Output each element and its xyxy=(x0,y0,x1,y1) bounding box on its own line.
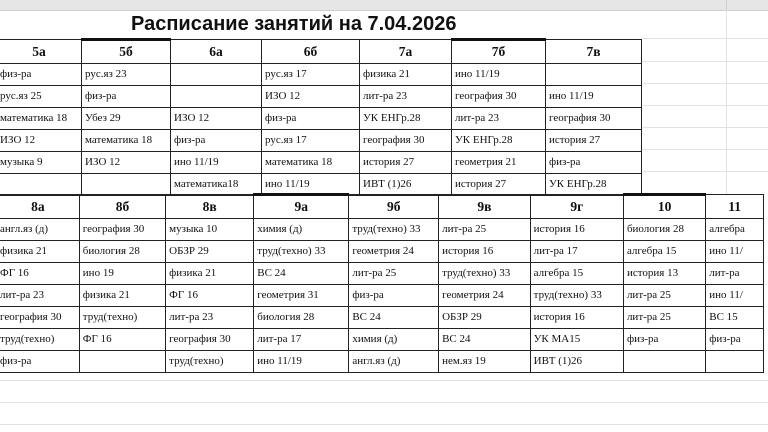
lesson-cell: физ-ра xyxy=(262,108,360,130)
lesson-cell: ИВТ (1)26 xyxy=(360,174,452,196)
lesson-cell: Убез 29 xyxy=(82,108,171,130)
class-header-8v: 8в xyxy=(166,195,254,219)
sheet-gridline xyxy=(0,424,768,425)
lesson-cell: химия (д) xyxy=(349,329,439,351)
lesson-cell: математика 18 xyxy=(82,130,171,152)
lesson-cell: физика 21 xyxy=(166,263,254,285)
lesson-cell: лит-ра 23 xyxy=(360,86,452,108)
lesson-cell: УК ЕНГр.28 xyxy=(546,174,642,196)
lesson-cell: лит-ра xyxy=(706,263,764,285)
schedule-title xyxy=(0,10,768,38)
lesson-cell: ВС 24 xyxy=(349,307,439,329)
lesson-cell: ИЗО 12 xyxy=(262,86,360,108)
lesson-cell xyxy=(546,64,642,86)
lesson-cell: алгебра 15 xyxy=(623,241,705,263)
lesson-cell: труд(техно) 33 xyxy=(439,263,531,285)
lesson-cell: труд(техно) xyxy=(166,351,254,373)
lesson-cell xyxy=(171,64,262,86)
lesson-cell: лит-ра 25 xyxy=(349,263,439,285)
lesson-cell: география 30 xyxy=(79,219,165,241)
lesson-cell: алгебра 15 xyxy=(530,263,623,285)
sheet-gridline xyxy=(643,171,768,172)
class-header-row xyxy=(0,195,764,219)
lesson-cell: история 16 xyxy=(530,307,623,329)
lesson-cell: УК ЕНГр.28 xyxy=(452,130,546,152)
lesson-cell: лит-ра 23 xyxy=(166,307,254,329)
lesson-cell: ВС 24 xyxy=(254,263,349,285)
sheet-gridline xyxy=(0,380,768,381)
lesson-cell: труд(техно) 33 xyxy=(349,219,439,241)
lesson-cell: физ-ра xyxy=(546,152,642,174)
lesson-cell: ИВТ (1)26 xyxy=(530,351,623,373)
lesson-cell: ино 19 xyxy=(79,263,165,285)
lesson-cell xyxy=(79,351,165,373)
lesson-cell xyxy=(623,351,705,373)
lesson-cell: ВС 24 xyxy=(439,329,531,351)
lesson-row-4 xyxy=(0,130,642,152)
lesson-cell: ИЗО 12 xyxy=(82,152,171,174)
lesson-cell: история 27 xyxy=(452,174,546,196)
lesson-cell: история 27 xyxy=(546,130,642,152)
lesson-cell: ОБЗР 29 xyxy=(166,241,254,263)
lesson-row-4 xyxy=(0,285,764,307)
schedule-title-text: Расписание занятий на 7.04.2026 xyxy=(131,13,457,35)
lesson-cell: лит-ра 23 xyxy=(452,108,546,130)
lesson-cell: ИЗО 12 xyxy=(171,108,262,130)
lesson-cell: лит-ра 25 xyxy=(623,285,705,307)
lesson-cell: ино 11/19 xyxy=(171,152,262,174)
lesson-cell: лит-ра 17 xyxy=(254,329,349,351)
lesson-cell: рус.яз 25 xyxy=(0,86,82,108)
lesson-cell: геометрия 24 xyxy=(439,285,531,307)
sheet-gridline xyxy=(643,127,768,128)
class-header-6b: 6б xyxy=(262,40,360,64)
lesson-cell: ино 11/19 xyxy=(262,174,360,196)
lesson-cell: рус.яз 23 xyxy=(82,64,171,86)
lesson-cell: музыка 9 xyxy=(0,152,82,174)
class-header-9v: 9в xyxy=(439,195,531,219)
lesson-cell: геометрия 31 xyxy=(254,285,349,307)
lesson-cell: история 27 xyxy=(360,152,452,174)
lesson-cell: история 16 xyxy=(530,219,623,241)
lesson-row-1 xyxy=(0,64,642,86)
lesson-row-7 xyxy=(0,351,764,373)
lesson-cell: история 16 xyxy=(439,241,531,263)
lesson-cell: математика18 xyxy=(171,174,262,196)
lesson-cell: ино 11/19 xyxy=(546,86,642,108)
lesson-cell: география 30 xyxy=(360,130,452,152)
lesson-cell: география 30 xyxy=(0,307,79,329)
lesson-cell xyxy=(706,351,764,373)
lesson-cell: лит-ра 17 xyxy=(530,241,623,263)
lesson-cell: математика 18 xyxy=(0,108,82,130)
lesson-cell: рус.яз 17 xyxy=(262,130,360,152)
lesson-cell: ино 11/ xyxy=(706,241,764,263)
lesson-cell: ФГ 16 xyxy=(79,329,165,351)
lesson-cell: ино 11/19 xyxy=(254,351,349,373)
lesson-cell xyxy=(171,86,262,108)
lesson-cell: физ-ра xyxy=(349,285,439,307)
lesson-cell: физ-ра xyxy=(82,86,171,108)
lesson-cell: физ-ра xyxy=(0,64,82,86)
lesson-cell: биология 28 xyxy=(79,241,165,263)
class-header-8a: 8а xyxy=(0,195,79,219)
lesson-cell: геометрия 24 xyxy=(349,241,439,263)
lesson-cell: биология 28 xyxy=(254,307,349,329)
lesson-cell: география 30 xyxy=(452,86,546,108)
lesson-row-3 xyxy=(0,263,764,285)
lesson-cell: труд(техно) 33 xyxy=(254,241,349,263)
lesson-cell: УК ЕНГр.28 xyxy=(360,108,452,130)
lesson-cell: география 30 xyxy=(166,329,254,351)
lesson-cell: ИЗО 12 xyxy=(0,130,82,152)
class-header-7v: 7в xyxy=(546,40,642,64)
lesson-cell: алгебра xyxy=(706,219,764,241)
lesson-cell: лит-ра 25 xyxy=(623,307,705,329)
class-header-8b: 8б xyxy=(79,195,165,219)
lesson-cell: труд(техно) xyxy=(0,329,79,351)
class-header-10: 10 xyxy=(623,195,705,219)
lesson-cell: лит-ра 23 xyxy=(0,285,79,307)
lesson-row-2 xyxy=(0,241,764,263)
class-header-5a: 5а xyxy=(0,40,82,64)
lesson-cell: музыка 10 xyxy=(166,219,254,241)
lesson-cell: ФГ 16 xyxy=(0,263,79,285)
class-header-7a: 7а xyxy=(360,40,452,64)
sheet-gridline xyxy=(643,149,768,150)
lesson-cell: нем.яз 19 xyxy=(439,351,531,373)
lesson-cell: физ-ра xyxy=(0,351,79,373)
sheet-gridline xyxy=(643,61,768,62)
lesson-cell: биология 28 xyxy=(623,219,705,241)
sheet-gridline xyxy=(643,38,768,39)
lesson-cell: труд(техно) xyxy=(79,307,165,329)
lesson-cell: труд(техно) 33 xyxy=(530,285,623,307)
lesson-cell: англ.яз (д) xyxy=(0,219,79,241)
lesson-row-5 xyxy=(0,307,764,329)
class-header-row xyxy=(0,40,642,64)
class-header-9b: 9б xyxy=(349,195,439,219)
lesson-cell: физ-ра xyxy=(623,329,705,351)
top-strip-divider xyxy=(726,0,727,10)
lesson-cell: УК МА15 xyxy=(530,329,623,351)
lesson-row-5 xyxy=(0,152,642,174)
sheet-gridline xyxy=(0,402,768,403)
lesson-row-3 xyxy=(0,108,642,130)
lesson-cell: математика 18 xyxy=(262,152,360,174)
lesson-cell: физика 21 xyxy=(79,285,165,307)
lesson-cell: англ.яз (д) xyxy=(349,351,439,373)
schedule-table-grades-5-7 xyxy=(0,38,642,196)
lesson-cell: ино 11/19 xyxy=(452,64,546,86)
class-header-5b: 5б xyxy=(82,40,171,64)
sheet-gridline xyxy=(643,83,768,84)
lesson-cell: история 13 xyxy=(623,263,705,285)
lesson-cell: химия (д) xyxy=(254,219,349,241)
class-header-7b: 7б xyxy=(452,40,546,64)
class-header-9a: 9а xyxy=(254,195,349,219)
lesson-cell: ФГ 16 xyxy=(166,285,254,307)
lesson-cell: физ-ра xyxy=(706,329,764,351)
sheet-gridline xyxy=(643,105,768,106)
lesson-cell: физика 21 xyxy=(360,64,452,86)
lesson-cell: лит-ра 25 xyxy=(439,219,531,241)
lesson-row-6 xyxy=(0,329,764,351)
class-header-9g: 9г xyxy=(530,195,623,219)
lesson-cell: рус.яз 17 xyxy=(262,64,360,86)
lesson-cell: ВС 15 xyxy=(706,307,764,329)
schedule-table-grades-8-11 xyxy=(0,193,764,373)
lesson-cell: физика 21 xyxy=(0,241,79,263)
class-header-11: 11 xyxy=(706,195,764,219)
lesson-cell: геометрия 21 xyxy=(452,152,546,174)
lesson-row-2 xyxy=(0,86,642,108)
lesson-cell: ино 11/ xyxy=(706,285,764,307)
lesson-cell: физ-ра xyxy=(171,130,262,152)
lesson-cell: ОБЗР 29 xyxy=(439,307,531,329)
lesson-cell: география 30 xyxy=(546,108,642,130)
class-header-6a: 6а xyxy=(171,40,262,64)
lesson-row-1 xyxy=(0,219,764,241)
